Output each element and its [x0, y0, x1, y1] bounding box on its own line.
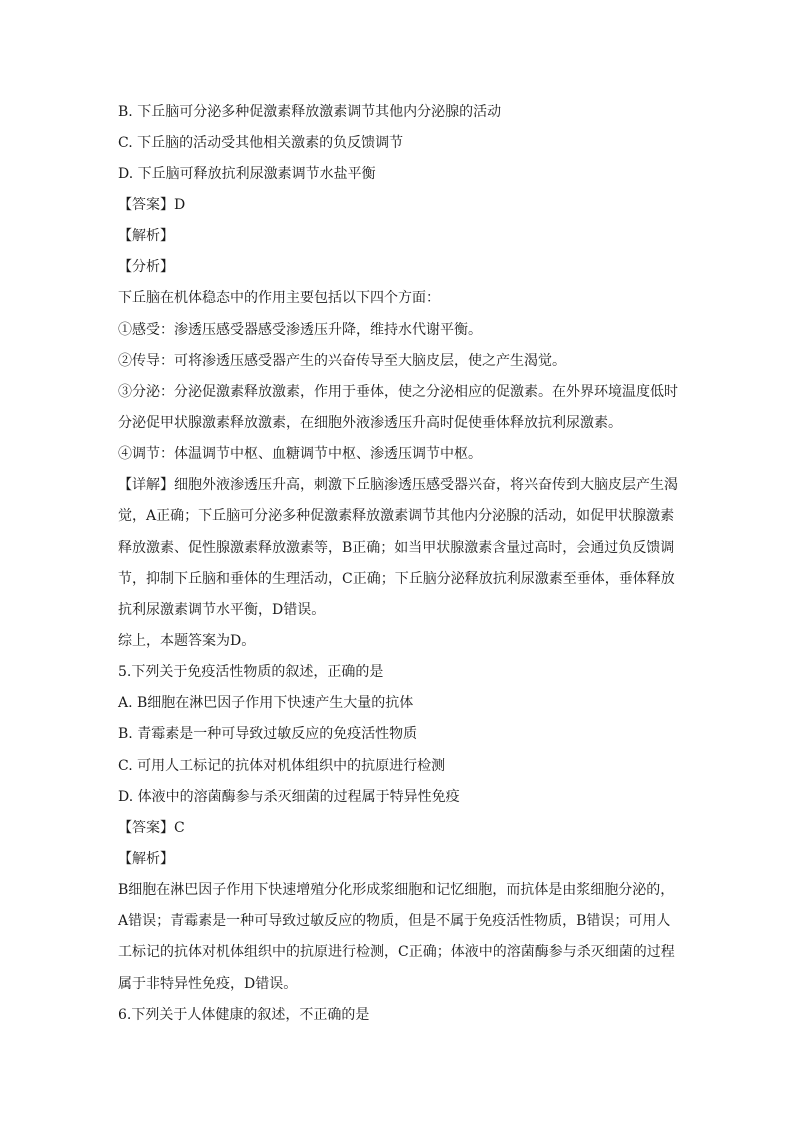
analysis-heading-q5: 【解析】	[118, 851, 174, 867]
paragraph-line: ②传导：可将渗透压感受器产生的兴奋传导至大脑皮层，使之产生渴觉。	[118, 353, 566, 369]
option-b-q5: B. 青霉素是一种可导致过敏反应的免疫活性物质	[118, 726, 418, 742]
detail-line: 释放激素、促性腺激素释放激素等，B正确；如当甲状腺激素含量过高时，会通过负反馈调	[118, 540, 675, 556]
analysis-line: 属于非特异性免疫，D错误。	[118, 976, 298, 992]
question-5-stem: 5.下列关于免疫活性物质的叙述，正确的是	[118, 664, 384, 680]
option-a-q5: A. B细胞在淋巴因子作用下快速产生大量的抗体	[118, 695, 414, 711]
paragraph-line: 下丘脑在机体稳态中的作用主要包括以下四个方面：	[118, 290, 440, 306]
option-d-q5: D. 体液中的溶菌酶参与杀灭细菌的过程属于特异性免疫	[118, 789, 460, 805]
analysis-line: A错误；青霉素是一种可导致过敏反应的物质，但是不属于免疫活性物质，B错误；可用人	[118, 913, 671, 929]
analysis-line: 工标记的抗体对机体组织中的抗原进行检测，C正确；体液中的溶菌酶参与杀灭细菌的过程	[118, 944, 675, 960]
option-c-q5: C. 可用人工标记的抗体对机体组织中的抗原进行检测	[118, 758, 446, 774]
summary-line: 综上，本题答案为D。	[118, 633, 256, 649]
answer-q4: 【答案】D	[118, 197, 186, 213]
analysis-heading-q4: 【解析】	[118, 228, 174, 244]
paragraph-line: ③分泌：分泌促激素释放激素，作用于垂体，使之分泌相应的促激素。在外界环境温度低时	[118, 384, 678, 400]
answer-q5: 【答案】C	[118, 820, 185, 836]
paragraph-line: 分泌促甲状腺激素释放激素，在细胞外液渗透压升高时促使垂体释放抗利尿激素。	[118, 415, 622, 431]
analysis-line: B细胞在淋巴因子作用下快速增殖分化形成浆细胞和记忆细胞，而抗体是由浆细胞分泌的，	[118, 882, 675, 898]
option-c-q4: C. 下丘脑的活动受其他相关激素的负反馈调节	[118, 135, 404, 151]
detail-line: 节，抑制下丘脑和垂体的生理活动，C正确；下丘脑分泌释放抗利尿激素至垂体，垂体释放	[118, 571, 675, 587]
detail-line: 抗利尿激素调节水平衡，D错误。	[118, 602, 326, 618]
detail-line: 觉，A正确；下丘脑可分泌多种促激素释放激素调节其他内分泌腺的活动，如促甲状腺激素	[118, 508, 675, 524]
paragraph-line: ①感受：渗透压感受器感受渗透压升降，维持水代谢平衡。	[118, 322, 482, 338]
option-b-q4: B. 下丘脑可分泌多种促激素释放激素调节其他内分泌腺的活动	[118, 104, 502, 120]
paragraph-line: ④调节：体温调节中枢、血糖调节中枢、渗透压调节中枢。	[118, 446, 482, 462]
option-d-q4: D. 下丘脑可释放抗利尿激素调节水盐平衡	[118, 166, 376, 182]
question-6-stem: 6.下列关于人体健康的叙述，不正确的是	[118, 1007, 370, 1023]
detail-line: 【详解】细胞外液渗透压升高，刺激下丘脑渗透压感受器兴奋，将兴奋传到大脑皮层产生渴	[118, 477, 678, 493]
fenxi-heading: 【分析】	[118, 259, 174, 275]
